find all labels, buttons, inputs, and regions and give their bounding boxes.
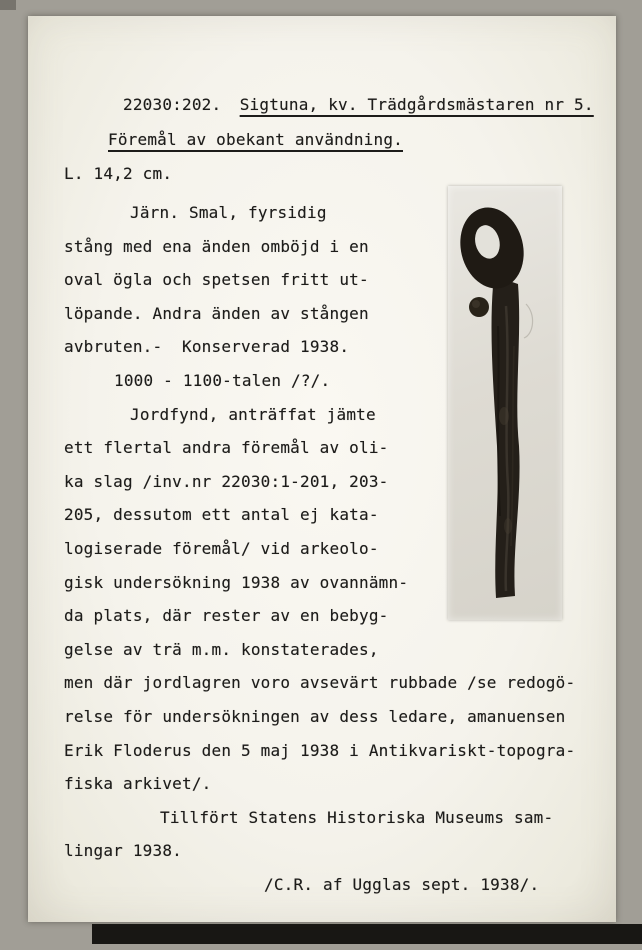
text-line: oval ögla och spetsen fritt ut- <box>64 270 369 290</box>
text-line: gelse av trä m.m. konstaterades, <box>64 639 379 659</box>
text-line: Jordfynd, anträffat jämte <box>130 404 376 424</box>
text-line: ka slag /inv.nr 22030:1-201, 203- <box>64 471 389 491</box>
length-measurement: L. 14,2 cm. <box>64 164 173 183</box>
text-line: Erik Floderus den 5 maj 1938 i Antikvariskt-topogra- <box>64 740 576 760</box>
text-line: stång med ena änden omböjd i en <box>64 236 369 256</box>
catalog-card <box>28 16 616 922</box>
inventory-number: 22030:202. <box>123 95 222 114</box>
text-line: Järn. Smal, fyrsidig <box>130 203 327 222</box>
text-line: lingar 1938. <box>64 841 182 861</box>
site-title: Sigtuna, kv. Trädgårdsmästaren nr 5. <box>239 95 594 114</box>
text-line: /C.R. af Ugglas sept. 1938/. <box>264 874 540 894</box>
artifact-photo <box>448 186 562 620</box>
card-header <box>64 76 594 133</box>
text-line: löpande. Andra änden av stången <box>64 303 369 323</box>
text-line: avbruten.- Konserverad 1938. <box>64 337 350 357</box>
scan-backing-corner <box>0 0 16 10</box>
scan-dark-band <box>92 924 642 944</box>
text-line: men där jordlagren voro avsevärt rubbade /se redogö- <box>64 673 576 693</box>
text-line: gisk undersökning 1938 av ovannämn- <box>64 572 409 592</box>
object-subtitle: Föremål av obekant användning. <box>108 130 403 149</box>
text-line: logiserade föremål/ vid arkeolo- <box>64 538 379 558</box>
text-line: Tillfört Statens Historiska Museums sam- <box>160 807 554 827</box>
text-line: ett flertal andra föremål av oli- <box>64 438 389 458</box>
text-line: da plats, där rester av en bebyg- <box>64 606 389 626</box>
text-line: 1000 - 1100-talen /?/. <box>114 370 331 390</box>
text-line: fiska arkivet/. <box>64 774 212 794</box>
text-line: relse för undersökningen av dess ledare, amanuensen <box>64 706 566 726</box>
iron-object-illustration <box>448 186 562 620</box>
text-line: 205, dessutom ett antal ej kata- <box>64 505 379 525</box>
